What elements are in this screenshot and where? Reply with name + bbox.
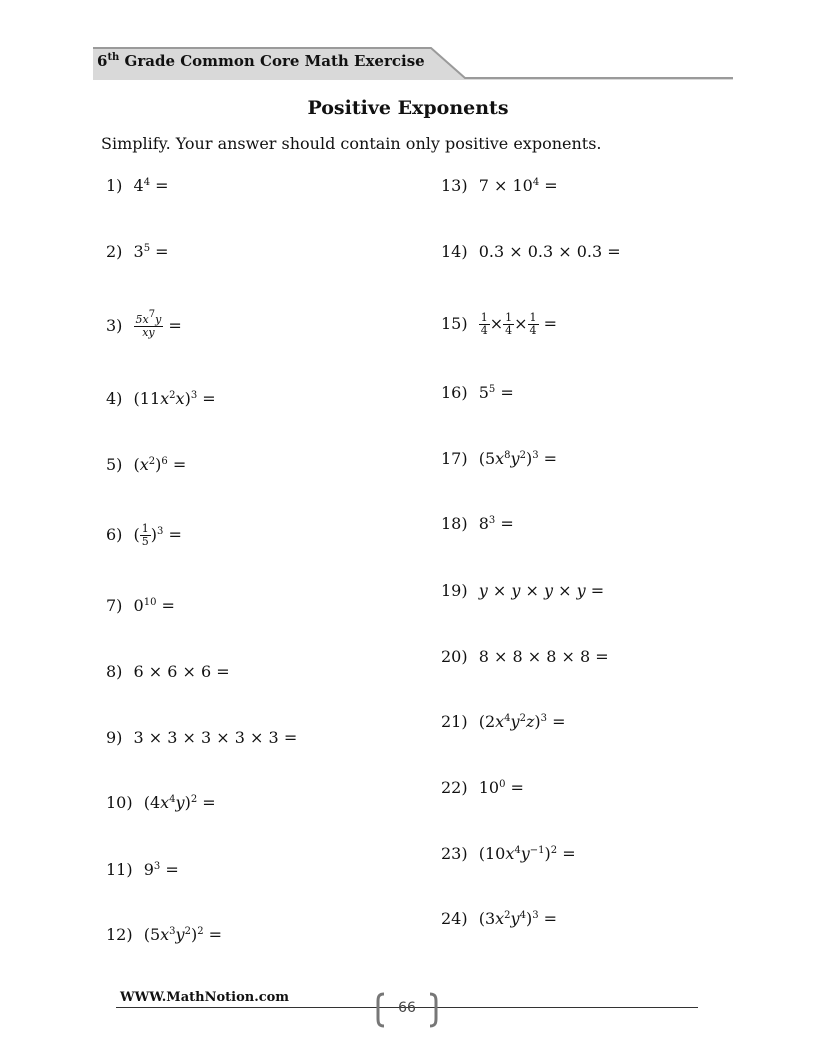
problem-13: 13) $7 \times 10^4$ =: [441, 176, 558, 195]
fraction: $\frac{1}{4}$: [505, 311, 513, 337]
problem-18: 18) $8^3$ =: [441, 514, 514, 533]
page-title: Positive Exponents: [307, 97, 509, 119]
footer-website: WWW.MathNotion.com: [120, 990, 290, 1005]
problem-10: 10) $(4x^4y)^2$ =: [106, 793, 216, 812]
problem-3: 3) $\frac{5x^7y}{xy}$ =: [106, 309, 182, 339]
instructions: Simplify. Your answer should contain only positive exponents.: [101, 134, 602, 153]
header-banner: [93, 46, 733, 82]
problem-14: 14) 0.3 × 0.3 × 0.3 =: [441, 242, 621, 261]
problem-6: 6) ( $\frac{1}{5}$ )$^3$ =: [106, 522, 182, 548]
problem-24: 24) $(3x^2y^4)^3$ =: [441, 909, 558, 928]
page-number: 66: [398, 1000, 416, 1016]
problem-2: 2) $3^5$ =: [106, 242, 169, 261]
problem-22: 22) $10^0$ =: [441, 778, 524, 797]
fraction: $\frac{1}{4}$: [480, 311, 488, 337]
problem-23: 23) $(10x^4y^{-1})^2$ =: [441, 844, 576, 863]
problem-20: 20) 8 × 8 × 8 × 8 =: [441, 647, 609, 666]
problem-9: 9) 3 × 3 × 3 × 3 × 3 =: [106, 728, 298, 747]
problem-12: 12) $(5x^3y^2)^2$ =: [106, 925, 223, 944]
problem-5: 5) $(x^2)^6$ =: [106, 455, 187, 474]
problem-19: 19) y × y × y × y =: [441, 581, 605, 600]
fraction: $\frac{1}{5}$: [141, 522, 149, 548]
problem-16: 16) $5^5$ =: [441, 383, 514, 402]
problem-8: 8) 6 × 6 × 6 =: [106, 662, 230, 681]
problem-1: 1) $4^4$ =: [106, 176, 169, 195]
fraction: $\frac{5x^7y}{xy}$: [135, 309, 162, 339]
banner-title: 6th Grade Common Core Math Exercise: [97, 52, 425, 70]
problem-4: 4) $(11x^2x)^3$ =: [106, 389, 216, 408]
problem-17: 17) $(5x^8y^2)^3$ =: [441, 449, 558, 468]
problem-21: 21) $(2x^4y^2z)^3$ =: [441, 712, 566, 731]
fraction: $\frac{1}{4}$: [529, 311, 537, 337]
problem-11: 11) $9^3$ =: [106, 860, 179, 879]
page-number-box: [376, 992, 438, 1028]
problem-7: 7) $0^{10}$ =: [106, 596, 175, 615]
problem-15: 15) $\frac{1}{4}$ × $\frac{1}{4}$ × $\frac{1}{4}$ =: [441, 311, 558, 337]
